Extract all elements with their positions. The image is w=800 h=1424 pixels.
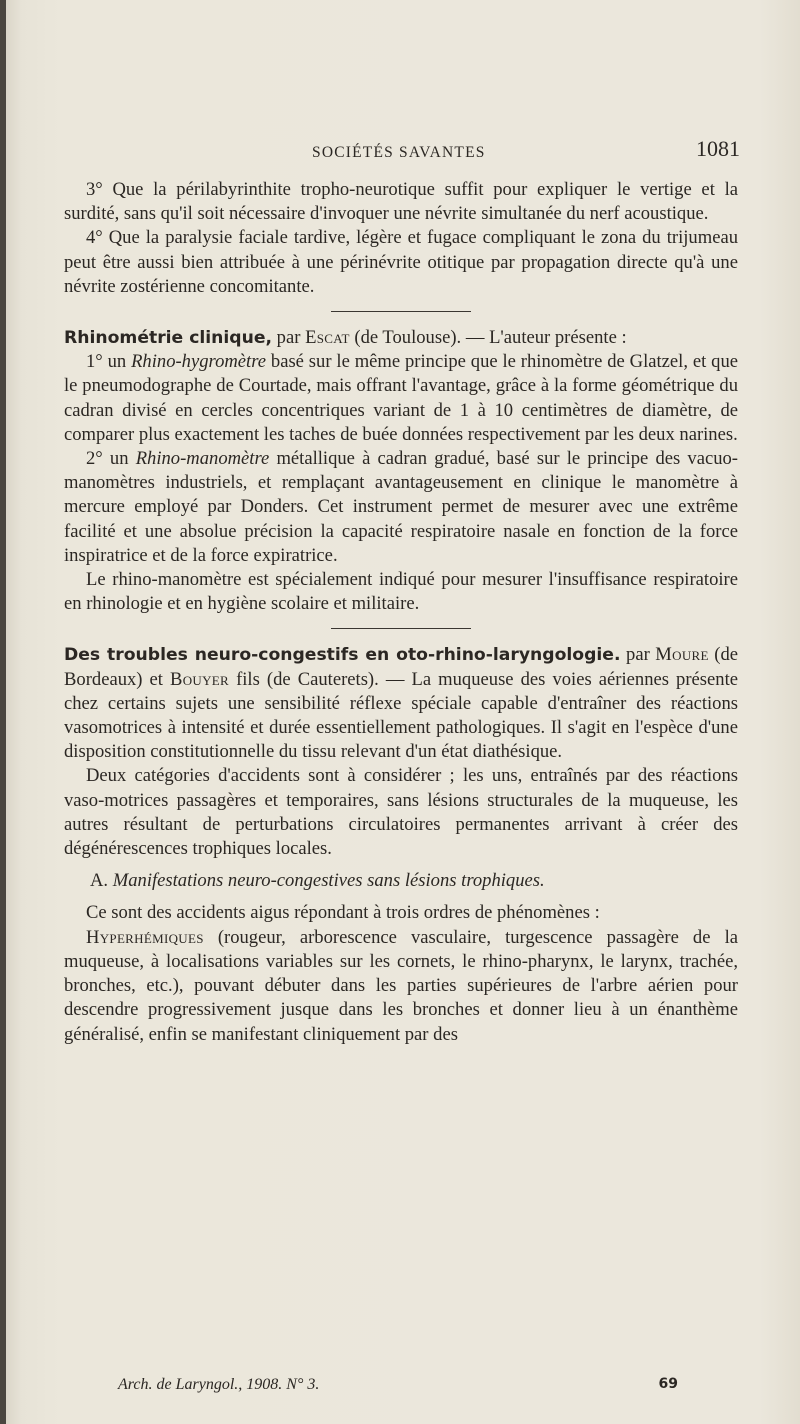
paragraph: Ce sont des accidents aigus répondant à trois ordres de phénomènes : (86, 902, 600, 924)
section-title: Rhinométrie clinique, (64, 328, 273, 349)
section-troubles: Des troubles neuro-congestifs en oto-rhino-laryngologie. par Moure (de Bordeaux) et Bouyer fils (de Cauterets). — La muqueuse des voies aériennes présente chez certains sujets une sensibilité réflexe spéciale capable d'entraîner des réactions vasomotrices à intensité et durée essentiellement pathologiques. Il s'agit en l'espèce d'une disposition constitutionnelle du tissu relevant d'un état diathésique. (64, 644, 738, 763)
binding-edge (0, 0, 6, 1424)
section-divider (331, 628, 471, 629)
article-body (64, 178, 738, 1047)
page-footer (118, 1376, 678, 1404)
page-number: 1081 (696, 136, 740, 161)
paragraph: 1° un Rhino-hygromètre basé sur le même principe que le rhinomètre de Glatzel, et que le pneumodographe de Courtade, mais offrant l'avantage, grâce à la forme géométrique du cadran divisé en cercles concentriques variant de 1 à 10 centimètres de diamètre, de comparer plus exactement les taches de buée données respectivement par les deux narines. (64, 351, 738, 445)
paragraph: 3° Que la périlabyrinthite tropho-neurotique suffit pour expliquer le vertige et la surdité, sans qu'il soit nécessaire d'invoquer une névrite simultanée du nerf acoustique. (64, 179, 738, 225)
instrument-name: Rhino-hygromètre (131, 351, 267, 373)
section-rhinometrie: Rhinométrie clinique, par Escat (de Toulouse). — L'auteur présente : (64, 327, 627, 349)
author-name: Moure (655, 644, 709, 666)
instrument-name: Rhino-manomètre (135, 448, 270, 470)
paragraph: Hyperhémiques (rougeur, arborescence vasculaire, turgescence passagère de la muqueuse, à localisations variables sur les cornets, le rhino-pharynx, le larynx, trachée, bronches, etc.), pouvant débuter dans les parties supérieures de l'arbre aérien pour descendre progressivement jusque dans les bronches et donner lieu à un énanthème généralisé, enfin se manifestant cliniquement par des (64, 926, 738, 1045)
author-name: Bouyer (170, 668, 230, 690)
subheading: A. Manifestations neuro-congestives sans lésions trophiques. (90, 870, 545, 892)
paragraph: Le rhino-manomètre est spécialement indiqué pour mesurer l'insuffisance respiratoire en rhinologie et en hygiène scolaire et militaire. (64, 569, 738, 615)
term: Hyperhémiques (86, 926, 204, 948)
section-title: Des troubles neuro-congestifs en oto-rhino-laryngologie. (64, 645, 621, 666)
paragraph: Deux catégories d'accidents sont à considérer ; les uns, entraînés par des réactions vaso-motrices passagères et temporaires, sans lésions structurales de la muqueuse, les autres résultant de perturbations circulatoires permanentes arrivant à créer des dégénérescences trophiques locales. (64, 765, 738, 860)
author-name: Escat (305, 327, 350, 349)
paragraph: 4° Que la paralysie faciale tardive, légère et fugace compliquant le zona du trijumeau peut être aussi bien attribuée à une périnévrite otitique par propagation directe qu'à une névrite zostérienne concomitante. (64, 227, 738, 297)
journal-reference: Arch. de Laryngol., 1908. N° 3. (118, 1376, 320, 1393)
running-head: SOCIÉTÉS SAVANTES (312, 144, 486, 161)
section-divider (331, 311, 471, 312)
page-header (130, 138, 740, 168)
signature-mark: 69 (658, 1376, 678, 1392)
paragraph: 2° un Rhino-manomètre métallique à cadran gradué, basé sur le principe des vacuo-manomètres industriels, et remplaçant avantageusement en clinique le manomètre à mercure employé par Donders. Cet instrument permet de mesurer avec une extrême facilité et une absolue précision la capacité respiratoire nasale en fonction de la force inspiratrice et de la force expiratrice. (64, 448, 738, 566)
